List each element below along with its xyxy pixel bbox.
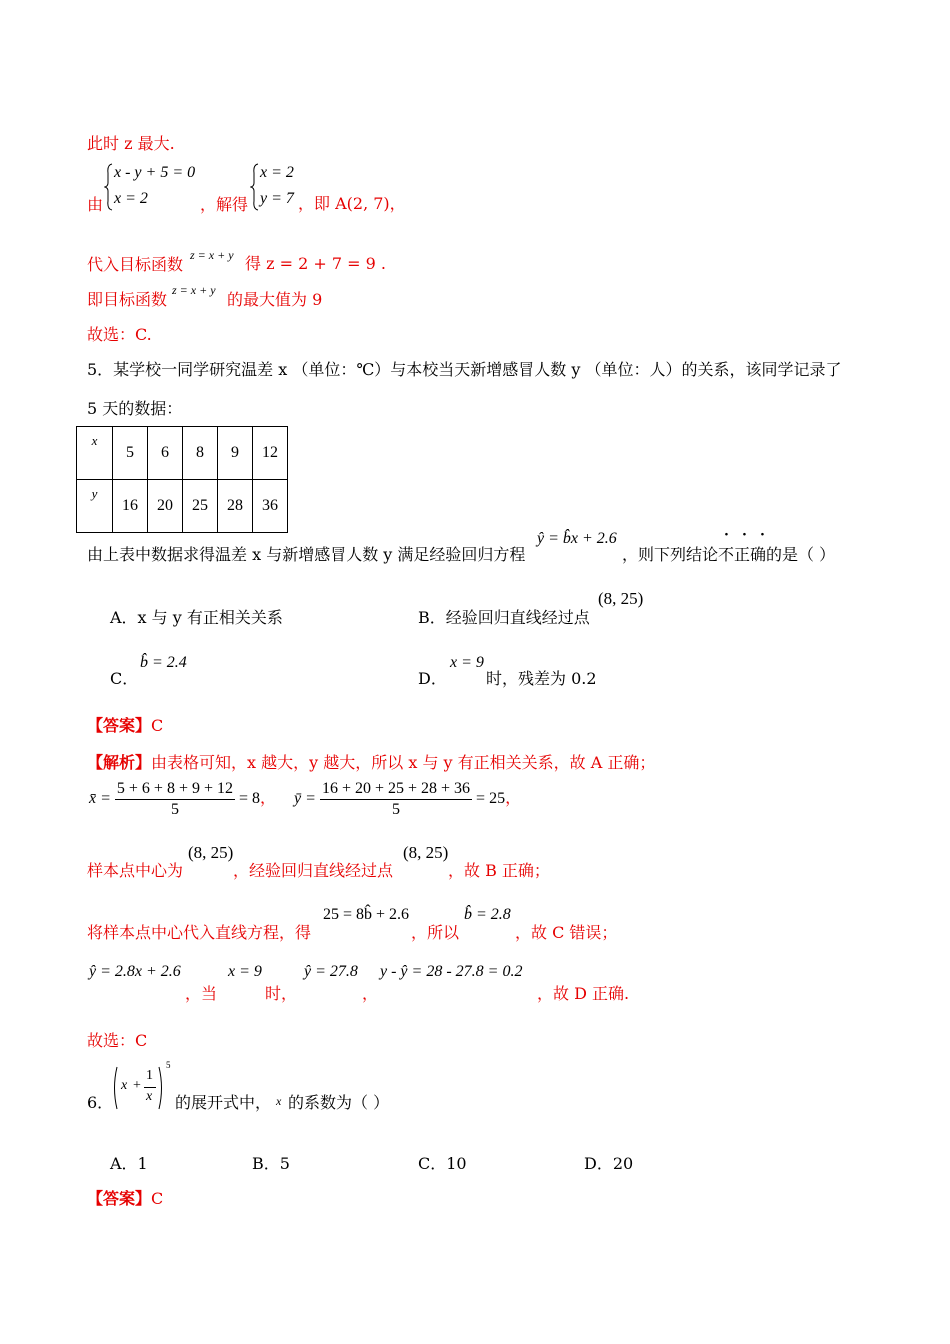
sub-line-c: ，故 C 错误； <box>515 923 618 942</box>
table-cell: 20 <box>148 480 183 533</box>
q5-stem-line1: 5．某学校一同学研究温差 x （单位：℃）与本校当天新增感冒人数 y （单位：人）的关系，该同学记录了 <box>87 360 842 379</box>
system2-row2: y = 7 <box>260 190 294 207</box>
table-cell: x <box>77 427 113 480</box>
q6-stem-end: 的系数为（ ） <box>288 1093 390 1112</box>
center-line-c: ，故 B 正确； <box>448 861 550 880</box>
q6-answer <box>87 1186 163 1209</box>
q6-expr-numerator: 1 <box>146 1068 153 1083</box>
solution-choice: 故选：C. <box>87 325 152 344</box>
q5-answer <box>87 713 163 736</box>
ybar-numerator: 16 + 20 + 25 + 28 + 36 <box>320 780 472 800</box>
xbar-numerator: 5 + 6 + 8 + 9 + 12 <box>115 780 235 800</box>
q5-stem-line3: 由上表中数据求得温差 x 与新增感冒人数 y 满足经验回归方程 <box>87 545 526 564</box>
q5-option-c: C． <box>110 669 139 688</box>
residual-dang: ，当 <box>185 984 218 1003</box>
xbar-lhs: x̄ = <box>89 790 111 808</box>
separator: ， <box>362 984 379 1003</box>
analysis-text: 由表格可知，x 越大，y 越大，所以 x 与 y 有正相关关系，故 A 正确； <box>151 753 656 772</box>
table-cell: 16 <box>113 480 148 533</box>
q5-stem-line3-end: ，则下列结论不正确的是（ ） <box>622 545 836 564</box>
xbar-fraction <box>115 780 235 819</box>
ybar-denominator: 5 <box>392 801 400 818</box>
emphasis-dot: · <box>760 527 765 543</box>
q6-option-a: A．1 <box>110 1154 148 1173</box>
xbar-rhs: = 8 <box>239 790 261 808</box>
ybar-lhs: ȳ = <box>294 790 316 808</box>
q5-option-c-math: b̂ = 2.4 <box>140 654 187 671</box>
left-paren-icon <box>111 1066 119 1110</box>
residual-eq1: ŷ = 2.8x + 2.6 <box>89 963 181 980</box>
solution-line-max: 此时 z 最大. <box>87 134 175 153</box>
left-brace-icon <box>250 163 260 211</box>
sub-line-a: 将样本点中心代入直线方程，得 <box>87 923 312 942</box>
data-table <box>76 426 288 533</box>
q6-option-b: B．5 <box>252 1154 290 1173</box>
table-cell: 6 <box>148 427 183 480</box>
q5-option-a: A．x 与 y 有正相关关系 <box>110 608 283 627</box>
left-brace-icon <box>104 163 114 211</box>
q6-option-d: D．20 <box>584 1154 634 1173</box>
q6-expr-plus: + <box>133 1078 141 1093</box>
q5-option-d-text: 时，残差为 0.2 <box>486 669 597 688</box>
center-line-b: ，经验回归直线经过点 <box>233 861 394 880</box>
residual-end: ，故 D 正确. <box>537 984 630 1003</box>
q5-option-b-point: (8, 25) <box>598 589 644 608</box>
residual-eq2: ŷ = 27.8 <box>304 963 358 980</box>
q5-option-b: B．经验回归直线经过点 <box>418 608 590 627</box>
solution-prefix: 由 <box>87 195 104 214</box>
q6-expr-denominator: x <box>146 1089 153 1104</box>
solution-max-label: 即目标函数 <box>87 290 168 309</box>
residual-shi: 时， <box>265 984 298 1003</box>
center-point: (8, 25) <box>188 843 234 862</box>
q6-option-c: C．10 <box>418 1154 467 1173</box>
q5-final-choice: 故选：C <box>87 1031 148 1050</box>
solution-substitute: 代入目标函数 <box>87 255 184 274</box>
answer-label: 【答案】 <box>87 1189 152 1208</box>
objective-function: z = x + y <box>172 283 216 297</box>
q6-number: 6． <box>87 1093 114 1112</box>
solution-max-value: 的最大值为 9 <box>227 290 323 309</box>
q5-option-d-math: x = 9 <box>450 654 484 671</box>
objective-function: z = x + y <box>190 248 234 262</box>
table-cell: 36 <box>253 480 288 533</box>
answer-value: C <box>151 716 164 735</box>
mean-calculation <box>89 780 521 819</box>
fraction-bar <box>144 1087 156 1088</box>
table-cell: 28 <box>218 480 253 533</box>
sub-equation: 25 = 8b̂ + 2.6 <box>323 906 410 923</box>
table-cell: 25 <box>183 480 218 533</box>
right-paren-icon <box>157 1066 165 1110</box>
regression-equation: ŷ = b̂x + 2.6 <box>537 530 617 547</box>
system2-row1: x = 2 <box>260 164 294 181</box>
solution-point-a: ，即 A(2, 7)， <box>298 194 406 213</box>
table-row <box>77 427 288 480</box>
ybar-fraction <box>320 780 472 819</box>
ybar-rhs: = 25 <box>476 790 506 808</box>
answer-label: 【答案】 <box>87 716 152 735</box>
center-point: (8, 25) <box>403 843 449 862</box>
residual-eq3: y - ŷ = 28 - 27.8 = 0.2 <box>380 963 523 980</box>
system1-row1: x - y + 5 = 0 <box>114 164 196 181</box>
q6-stem: 的展开式中， <box>175 1093 272 1112</box>
q6-expr-x: x <box>121 1078 128 1093</box>
table-cell: 12 <box>253 427 288 480</box>
xbar-denominator: 5 <box>170 801 179 818</box>
sub-line-b: ，所以 <box>411 923 460 942</box>
system1-row2: x = 2 <box>114 190 148 207</box>
center-line-a: 样本点中心为 <box>87 861 184 880</box>
q5-stem-line2: 5 天的数据： <box>87 399 183 418</box>
separator: ， <box>260 790 277 808</box>
table-cell: 9 <box>218 427 253 480</box>
emphasis-dot: · <box>742 527 747 543</box>
q6-stem-x: x <box>276 1094 282 1108</box>
q6-exponent: 5 <box>166 1060 171 1070</box>
emphasis-dot: · <box>724 527 729 543</box>
q5-analysis-line1 <box>87 750 655 773</box>
residual-x: x = 9 <box>228 963 262 980</box>
solution-z-value: 得 z = 2 + 7 = 9 . <box>245 254 386 273</box>
separator: ， <box>505 790 522 808</box>
table-cell: 8 <box>183 427 218 480</box>
answer-value: C <box>151 1189 164 1208</box>
sub-bhat: b̂ = 2.8 <box>464 906 511 923</box>
table-cell: 5 <box>113 427 148 480</box>
table-row <box>77 480 288 533</box>
table-cell: y <box>77 480 113 533</box>
solution-jiede: ，解得 <box>200 195 249 214</box>
analysis-label: 【解析】 <box>87 753 152 772</box>
q5-option-d: D． <box>418 669 447 688</box>
